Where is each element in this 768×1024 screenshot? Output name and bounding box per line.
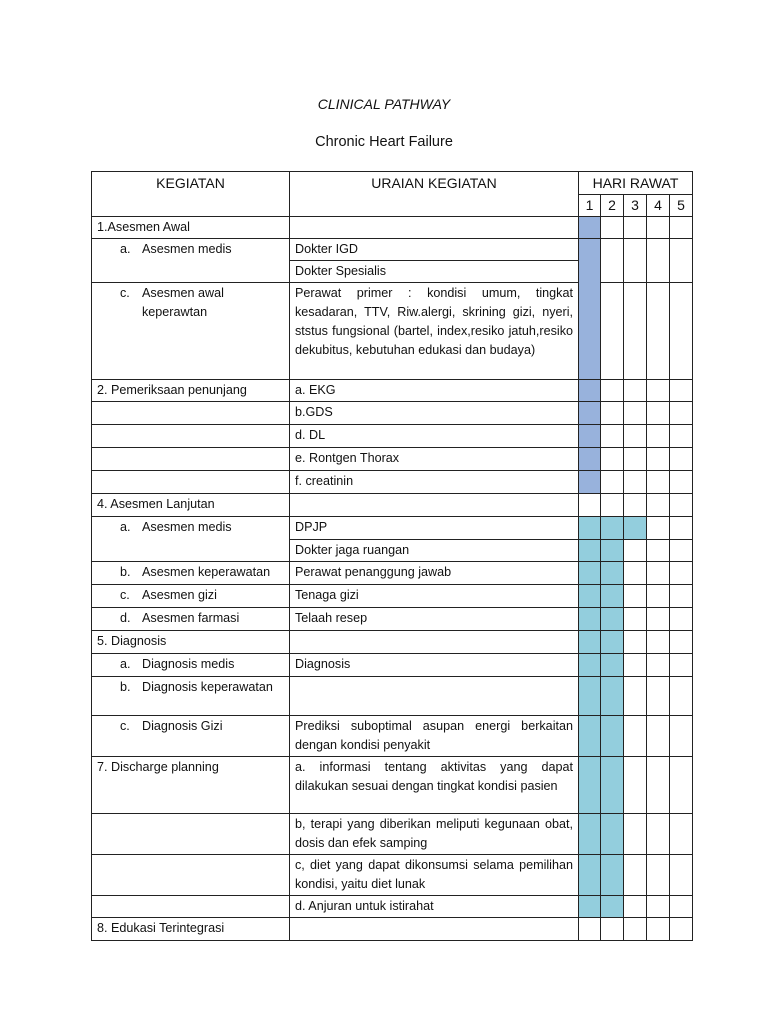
day-cell-filled xyxy=(601,896,624,918)
header-hari-rawat: HARI RAWAT xyxy=(579,172,693,195)
day-3: 3 xyxy=(624,195,647,217)
day-cell xyxy=(579,494,601,517)
marker: d. xyxy=(120,611,131,625)
day-cell xyxy=(647,562,670,585)
day-cell xyxy=(601,239,624,283)
uraian-cell xyxy=(290,494,579,517)
empty-cell xyxy=(92,814,290,855)
uraian-tenaga-gizi: Tenaga gizi xyxy=(290,585,579,608)
day-cell xyxy=(647,471,670,494)
day-cell xyxy=(647,402,670,425)
day-cell xyxy=(670,217,693,239)
day-cell xyxy=(647,896,670,918)
label: Diagnosis medis xyxy=(142,657,235,671)
marker: a. xyxy=(120,242,131,256)
day-cell xyxy=(647,918,670,941)
day-cell xyxy=(624,585,647,608)
empty-cell xyxy=(92,402,290,425)
day-4: 4 xyxy=(647,195,670,217)
day-cell xyxy=(624,283,647,380)
day-2: 2 xyxy=(601,195,624,217)
day-cell-filled xyxy=(601,757,624,814)
day-cell-filled xyxy=(579,677,601,716)
day-1: 1 xyxy=(579,195,601,217)
uraian-ekg: a. EKG xyxy=(290,380,579,402)
uraian-prediksi: Prediksi suboptimal asupan energi berkaitan dengan kondisi penyakit xyxy=(290,716,579,757)
day-cell xyxy=(624,471,647,494)
day-cell xyxy=(601,217,624,239)
day-cell xyxy=(624,814,647,855)
row-diagnosis-gizi xyxy=(92,716,290,757)
day-cell xyxy=(624,494,647,517)
day-cell xyxy=(670,517,693,540)
day-cell xyxy=(670,425,693,448)
day-cell xyxy=(670,239,693,283)
empty-cell xyxy=(92,425,290,448)
day-cell xyxy=(601,471,624,494)
day-cell xyxy=(670,585,693,608)
row-diagnosis-medis xyxy=(92,654,290,677)
day-cell xyxy=(670,918,693,941)
header-kegiatan: KEGIATAN xyxy=(92,172,290,217)
day-cell-filled xyxy=(624,517,647,540)
day-cell-filled xyxy=(579,517,601,540)
label: Asesmen farmasi xyxy=(142,611,240,625)
row-asesmen-medis xyxy=(92,239,290,283)
day-cell xyxy=(670,562,693,585)
uraian-discharge-d: d. Anjuran untuk istirahat xyxy=(290,896,579,918)
uraian-diagnosis: Diagnosis xyxy=(290,654,579,677)
day-cell-filled xyxy=(601,654,624,677)
day-cell xyxy=(601,494,624,517)
uraian-dokter-spesialis: Dokter Spesialis xyxy=(290,261,579,283)
empty-cell xyxy=(92,448,290,471)
day-cell-filled xyxy=(579,562,601,585)
uraian-discharge-b: b, terapi yang diberikan meliputi kegunaan obat, dosis dan efek samping xyxy=(290,814,579,855)
uraian-discharge-a: a. informasi tentang aktivitas yang dapat dilakukan sesuai dengan tingkat kondisi pasien xyxy=(290,757,579,814)
day-cell xyxy=(670,716,693,757)
day-cell xyxy=(670,494,693,517)
uraian-telaah-resep: Telaah resep xyxy=(290,608,579,631)
section-asesmen-awal: 1.Asesmen Awal xyxy=(92,217,290,239)
day-cell xyxy=(624,402,647,425)
day-cell xyxy=(670,540,693,562)
day-cell-filled xyxy=(579,716,601,757)
day-cell xyxy=(601,380,624,402)
section-asesmen-lanjutan: 4. Asesmen Lanjutan xyxy=(92,494,290,517)
label: Diagnosis Gizi xyxy=(142,719,223,733)
day-cell-filled xyxy=(579,425,601,448)
day-cell-filled xyxy=(579,896,601,918)
day-cell-filled xyxy=(601,517,624,540)
empty-cell xyxy=(92,896,290,918)
day-cell xyxy=(647,608,670,631)
day-cell xyxy=(647,631,670,654)
day-cell-filled xyxy=(601,585,624,608)
day-cell xyxy=(624,677,647,716)
row-diagnosis-keperawatan xyxy=(92,677,290,716)
day-cell xyxy=(670,380,693,402)
day-cell-filled xyxy=(579,239,601,380)
day-cell xyxy=(624,654,647,677)
day-cell-filled xyxy=(601,608,624,631)
day-cell xyxy=(647,540,670,562)
document-title: CLINICAL PATHWAY xyxy=(317,96,451,112)
uraian-perawat-pj: Perawat penanggung jawab xyxy=(290,562,579,585)
uraian-rontgen: e. Rontgen Thorax xyxy=(290,448,579,471)
day-cell-filled xyxy=(601,677,624,716)
day-cell xyxy=(601,918,624,941)
section-edukasi: 8. Edukasi Terintegrasi xyxy=(92,918,290,941)
day-5: 5 xyxy=(670,195,693,217)
day-cell xyxy=(647,654,670,677)
marker: c. xyxy=(120,719,130,733)
section-pemeriksaan: 2. Pemeriksaan penunjang xyxy=(92,380,290,402)
marker: b. xyxy=(120,565,131,579)
day-cell-filled xyxy=(601,631,624,654)
day-cell xyxy=(647,425,670,448)
day-cell-filled xyxy=(579,585,601,608)
label: Asesmen gizi xyxy=(142,588,217,602)
day-cell xyxy=(647,517,670,540)
day-cell xyxy=(670,608,693,631)
day-cell xyxy=(624,918,647,941)
day-cell xyxy=(624,855,647,896)
day-cell xyxy=(670,896,693,918)
day-cell xyxy=(670,448,693,471)
empty-cell xyxy=(92,855,290,896)
day-cell-filled xyxy=(579,471,601,494)
uraian-cell xyxy=(290,217,579,239)
day-cell-filled xyxy=(601,540,624,562)
day-cell xyxy=(670,471,693,494)
day-cell xyxy=(624,425,647,448)
day-cell xyxy=(647,494,670,517)
day-cell-filled xyxy=(579,380,601,402)
row-lanjut-keperawatan xyxy=(92,562,290,585)
day-cell-filled xyxy=(579,814,601,855)
day-cell xyxy=(647,239,670,283)
uraian-creatinin: f. creatinin xyxy=(290,471,579,494)
day-cell-filled xyxy=(601,855,624,896)
day-cell xyxy=(647,585,670,608)
day-cell xyxy=(647,757,670,814)
document-subtitle: Chronic Heart Failure xyxy=(315,134,453,150)
marker: a. xyxy=(120,657,131,671)
day-cell xyxy=(624,217,647,239)
marker: c. xyxy=(120,286,130,300)
day-cell xyxy=(624,631,647,654)
day-cell xyxy=(624,239,647,283)
label: Asesmen keperawatan xyxy=(142,565,271,579)
day-cell xyxy=(624,448,647,471)
marker: b. xyxy=(120,680,131,694)
label: Asesmen medis xyxy=(142,520,232,534)
empty-cell xyxy=(92,471,290,494)
day-cell xyxy=(624,562,647,585)
day-cell xyxy=(670,814,693,855)
uraian-discharge-c: c, diet yang dapat dikonsumsi selama pemilihan kondisi, yaitu diet lunak xyxy=(290,855,579,896)
day-cell xyxy=(579,918,601,941)
section-discharge: 7. Discharge planning xyxy=(92,757,290,814)
day-cell xyxy=(647,448,670,471)
marker: a. xyxy=(120,520,131,534)
section-diagnosis: 5. Diagnosis xyxy=(92,631,290,654)
day-cell-filled xyxy=(579,608,601,631)
day-cell xyxy=(647,677,670,716)
day-cell xyxy=(601,448,624,471)
day-cell xyxy=(670,283,693,380)
day-cell xyxy=(624,757,647,814)
day-cell xyxy=(601,425,624,448)
uraian-dokter-jaga: Dokter jaga ruangan xyxy=(290,540,579,562)
day-cell xyxy=(601,402,624,425)
day-cell-filled xyxy=(579,757,601,814)
uraian-gds: b.GDS xyxy=(290,402,579,425)
uraian-dpjp: DPJP xyxy=(290,517,579,540)
day-cell xyxy=(647,283,670,380)
day-cell-filled xyxy=(579,540,601,562)
day-cell xyxy=(647,814,670,855)
day-cell xyxy=(647,380,670,402)
label: Asesmen medis xyxy=(142,242,232,256)
row-lanjut-farmasi xyxy=(92,608,290,631)
day-cell xyxy=(647,716,670,757)
row-lanjut-medis xyxy=(92,517,290,562)
day-cell-filled xyxy=(579,631,601,654)
uraian-dokter-igd: Dokter IGD xyxy=(290,239,579,261)
day-cell xyxy=(670,757,693,814)
day-cell-filled xyxy=(579,654,601,677)
uraian-cell xyxy=(290,918,579,941)
day-cell-filled xyxy=(601,562,624,585)
day-cell xyxy=(670,654,693,677)
day-cell-filled xyxy=(579,855,601,896)
day-cell xyxy=(670,677,693,716)
day-cell-filled xyxy=(579,402,601,425)
row-lanjut-gizi xyxy=(92,585,290,608)
label: Diagnosis keperawatan xyxy=(142,680,273,694)
day-cell xyxy=(624,896,647,918)
header-uraian: URAIAN KEGIATAN xyxy=(290,172,579,217)
day-cell xyxy=(601,283,624,380)
day-cell xyxy=(624,608,647,631)
clinical-pathway-table xyxy=(91,171,693,941)
uraian-dl: d. DL xyxy=(290,425,579,448)
day-cell-filled xyxy=(579,217,601,239)
row-asesmen-keperawatan xyxy=(92,283,290,380)
day-cell-filled xyxy=(601,814,624,855)
day-cell-filled xyxy=(579,448,601,471)
day-cell xyxy=(670,631,693,654)
day-cell-filled xyxy=(601,716,624,757)
day-cell xyxy=(647,855,670,896)
day-cell xyxy=(670,855,693,896)
day-cell xyxy=(670,402,693,425)
marker: c. xyxy=(120,588,130,602)
day-cell xyxy=(624,380,647,402)
label: Asesmen awal keperawtan xyxy=(142,286,224,319)
uraian-perawat-primer: Perawat primer : kondisi umum, tingkat kesadaran, TTV, Riw.alergi, skrining gizi, nyeri, ststus fungsional (bartel, index,resiko jatuh,resiko dekubitus, kebutuhan edukasi dan budaya) xyxy=(290,283,579,380)
day-cell xyxy=(624,540,647,562)
uraian-cell xyxy=(290,631,579,654)
day-cell xyxy=(647,217,670,239)
day-cell xyxy=(624,716,647,757)
uraian-cell xyxy=(290,677,579,716)
